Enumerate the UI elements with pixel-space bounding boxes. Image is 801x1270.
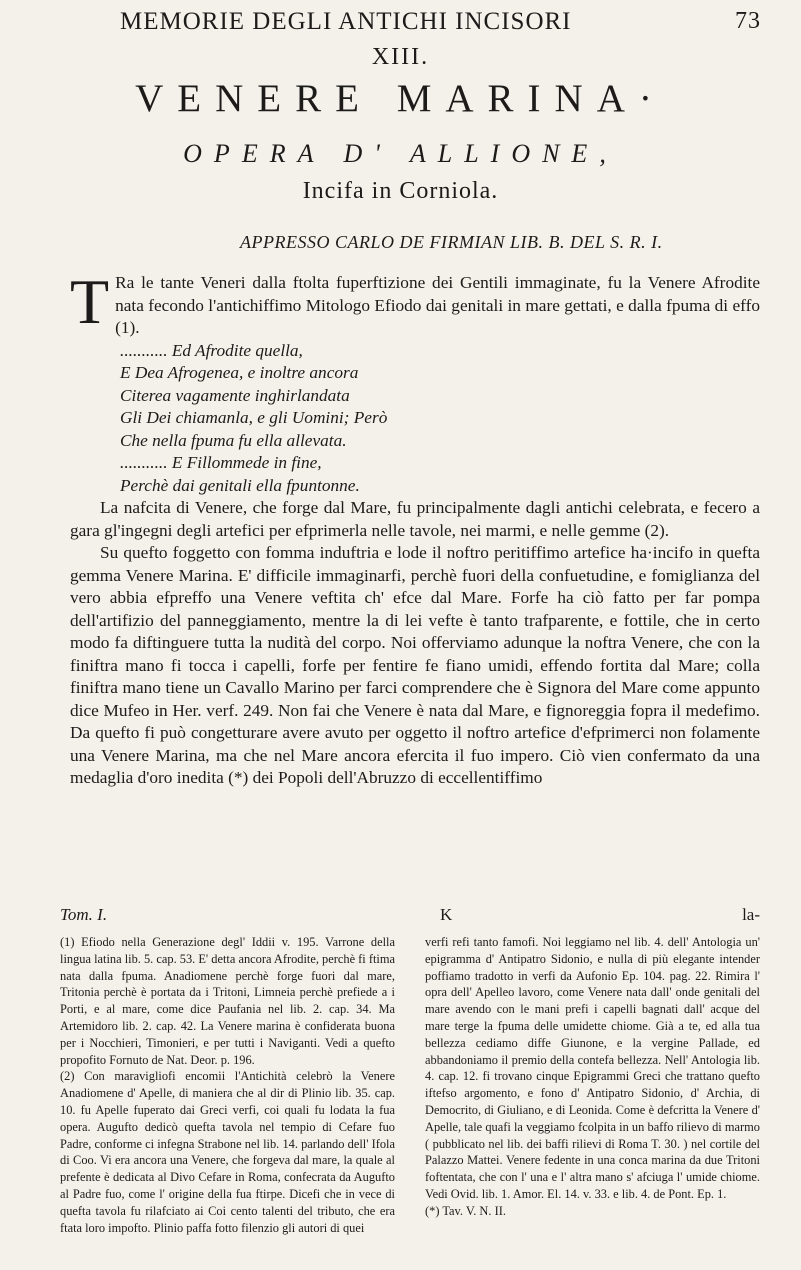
- material-line: Incifa in Corniola.: [302, 178, 499, 204]
- footnotes-left-column: [60, 934, 395, 1236]
- section-title: VENERE MARINA·: [135, 77, 666, 120]
- footnote: (2) Con maravigliofi encomii l'Antichità celebrò la Venere Anadiomene d' Apelle, di maniera che al dir di Plinio lib. 35. cap. 10. fu Apelle fuperato dai Greci verfi, coi quali fu lodata la fua opera. Augufto dedicò quefta tavola nel tempio di Cefare fuo Padre, conforme ci infegna Strabone nel lib. 14. parlando dell' Ifola di Coo. Vi era ancora una Venere, che forgeva dal mare, la quale al prefente è dedicata al Divo Cefare in Roma, confecrata da Augufto al Padre fuo, come l' origine della fua ftirpe. Dicefi che in vece di quefta tavola fu rilafciato ai Coi cento talenti del tributo, che era ftata loro impofto. Plinio paffa fotto filenzio gli autori di quei: [60, 1069, 395, 1235]
- intro-paragraph: [70, 266, 760, 340]
- footnote: verfi refi tanto famofi. Noi leggiamo nel lib. 4. dell' Antologia un' epigramma d' Antipatro Sidonio, e nulla di più elegante intender poffiamo tradotto in verfi da Aufonio Ep. 104. pag. 22. Rimira l' opra dell' Apelleo lavoro, come Venere nata dall' onde genitali del mare avendo con le mani prefi i capelli bagnati dall' acque del mare terge la fpuma delle umidette chiome. Già a te, ed alla tua bellezza cediamo diffe Giunone, e la vergine Pallade, ed abbandoniamo il premio della contefa bellezza. Nell' Antologia lib. 4. cap. 12. fi trovano cinque Epigrammi Greci che trattano quefto iftefso argomento, e fono d' Antipatro Sidonio, d' Archia, di Democrito, di Giuliano, e di Leonida. Come è defcritta la Venere d' Apelle, tale quafi la veggiamo fcolpita in un baffo rilievo di marmo ( pubblicato nel lib. dei baffi rilievi di Roma T. 30. ) nel cortile del Palazzo Mattei. Venere fedente in una conca marina da due Tritoni foftentata, che con l' una e l' altra mano s' afciuga l' umide chiome. Vedi Ovid. lib. 1. Amor. El. 14. v. 33. e lib. 4. de Pont. Ep. 1.: [425, 935, 760, 1201]
- section-number: XIII.: [371, 44, 430, 70]
- catchword: la-: [742, 905, 760, 924]
- provenance-line: APPRESSO CARLO DE FIRMIAN LIB. B. DEL S. R. I.: [240, 232, 663, 252]
- drop-cap: T: [70, 266, 110, 337]
- intro-text: Ra le tante Veneri dalla ftolta fuperftizione dei Gentili immaginate, fu la Venere Afrodite nata fecondo l'antichiffimo Mitologo Efiodo dai genitali in mare gettati, e dalla fpuma di effo (1).: [115, 273, 760, 337]
- footnote: (*) Tav. V. N. II.: [425, 1203, 506, 1218]
- verse-line: ........... Ed Afrodite quella,: [120, 340, 303, 360]
- verse-line: Perchè dai genitali ella fpuntonne.: [120, 475, 360, 495]
- body-paragraph: Su quefto foggetto con fomma induftria e lode il noftro peritiffimo artefice ha·incifo in quefta gemma Venere Marina. E' difficile immaginarfi, perchè fuori della confuetudine, e fomiglianza del vero abbia efpreffo una Venere veftita ch' efce dal Mare. Forfe ha ciò fatto per far pompa dell'artifizio del panneggiamento, mentre la di lei vefte è tanto trafparente, e fottile, che in certo modo fa diftinguere tutta la nudità del corpo. Noi offerviamo adunque la noftra Venere, che con la finiftra mano fi tocca i capelli, forfe per fentire fe fiano umidi, effendo fortita dal Mare; colla finiftra mano tiene un Cavallo Marino per farci comprendere che è Signora del Mare come appunto dice Mufeo in Her. verf. 249. Non fai che Venere è nata dal Mare, e fignoreggia fopra il medefimo. Da quefto fi può congetturare avere avuto per oggetto il noftro artefice d'efprimerci non folamente una Venere Marina, ma che nel Mare ancora efercita il fuo impero. Ciò vien confermato da una medaglia d'oro inedita (*) dei Popoli dell'Abruzzo di eccellentiffimo: [70, 543, 760, 787]
- footline: [60, 905, 760, 929]
- verse-line: Gli Dei chiamanla, e gli Uomini; Però: [120, 408, 388, 427]
- verse-quotation: [70, 340, 760, 498]
- page-number: 73: [735, 8, 761, 34]
- verse-line: E Dea Afrogenea, e inoltre ancora: [120, 363, 359, 382]
- running-head: [110, 6, 771, 42]
- main-text: [70, 266, 760, 790]
- volume-mark: Tom. I.: [60, 905, 108, 924]
- verse-line: ........... E Fillommede in fine,: [120, 453, 322, 472]
- running-head-title: MEMORIE DEGLI ANTICHI INCISORI: [120, 8, 572, 35]
- verse-line: Citerea vagamente inghirlandata: [120, 385, 350, 405]
- footnote: (1) Efiodo nella Generazione degl' Iddii v. 195. Varrone della lingua latina lib. 5. cap. 53. E' detta ancora Afrodite, perchè fi ftima nata dalla fpuma. Anadiomene perchè forge fuori dal mare, Tritonia perchè è portata da i Tritoni, Limneia perchè prefiede a i Porti, e al mare, come dice Paufania nel lib. 2. cap. 34. Ma Artemidoro lib. 2. cap. 42. La Venere marina è confiderata buona per i Nocchieri, Timonieri, e per tutti i Naviganti. Vedi a quefto propofito Fornuto de Nat. Deor. p. 196.: [60, 935, 395, 1067]
- footnotes-right-column: [425, 934, 760, 1220]
- verse-line: Che nella fpuma fu ella allevata.: [120, 430, 347, 450]
- signature-mark: K: [440, 905, 453, 924]
- section-subtitle: OPERA D' ALLIONE,: [183, 139, 618, 168]
- body-paragraph: La nafcita di Venere, che forge dal Mare, fu principalmente dagli antichi celebrata, e fecero a gara gl'ingegni degli artefici per efprimerla nelle tavole, nei marmi, e nelle gemme (2).: [70, 498, 760, 540]
